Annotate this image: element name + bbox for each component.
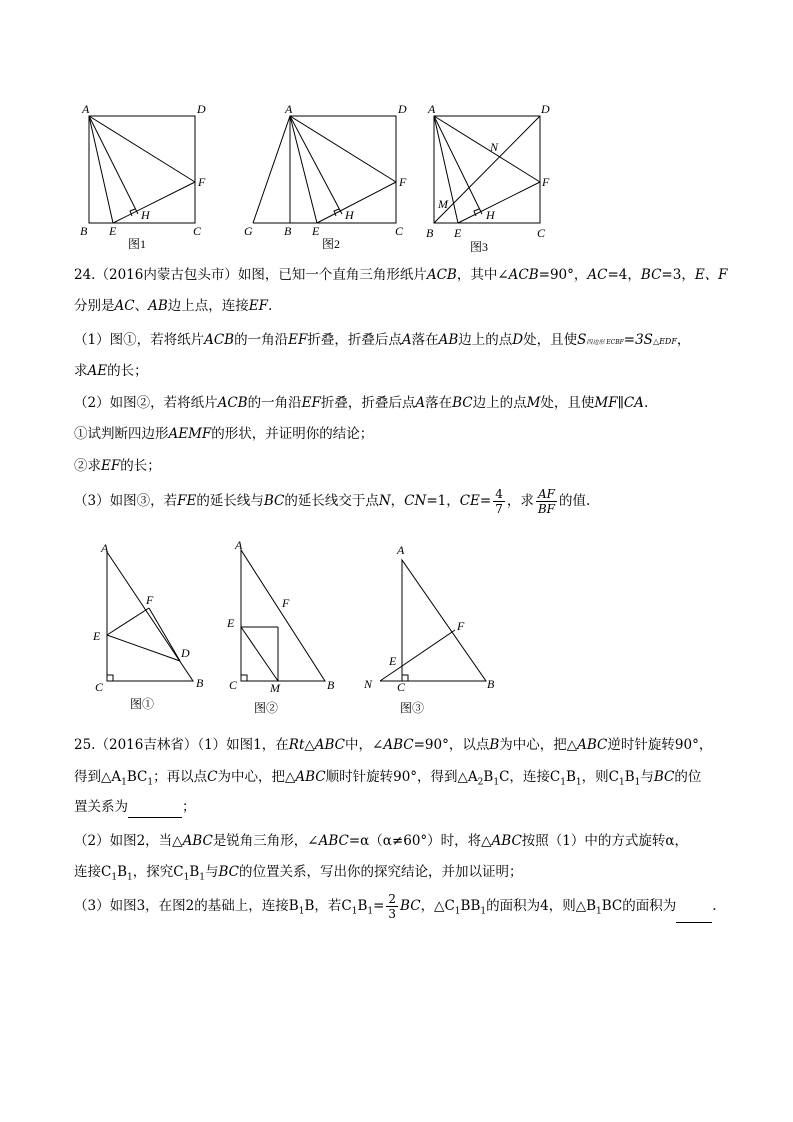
q24-text: EF <box>248 298 268 314</box>
q25-text: ABC <box>577 737 608 753</box>
q25-text: = <box>373 898 385 914</box>
q24-text: EF <box>301 395 321 411</box>
q25-text: 1 <box>560 777 566 788</box>
q25-text: B <box>189 864 200 880</box>
fig2-label-f: F <box>399 175 407 189</box>
fig3-label-d: D <box>541 102 550 116</box>
q25-number: 25. <box>74 737 96 753</box>
q25-text: C <box>341 898 352 914</box>
q25-text: （1）如图1，在 <box>197 737 289 753</box>
q24-text: 如图，已知一个直角三角形纸片 <box>237 267 427 283</box>
fig2-label-g: G <box>244 224 253 238</box>
q25-text: BC <box>400 898 421 914</box>
q25-text: ，探究 <box>132 864 174 880</box>
q24f1-label-a: A <box>101 541 109 555</box>
fig1-label-c: C <box>193 224 202 238</box>
q25-text: ，△ <box>420 898 445 914</box>
q24-text: 处，且使 <box>540 395 595 411</box>
fig1-caption: 图1 <box>128 237 147 251</box>
q24f2-label-m: M <box>270 681 280 695</box>
q25-text: 1 <box>111 872 118 883</box>
q24f3-caption: 图③ <box>400 701 425 715</box>
q25-text: BB <box>460 898 481 914</box>
q24-text: AB <box>438 332 459 348</box>
q24-text: ACB <box>204 332 235 348</box>
q25-text: BC的面积为 <box>601 898 677 914</box>
q25-text: =90°，以点 <box>413 737 490 753</box>
fig3-label-a: A <box>428 102 436 116</box>
q25-source: （2016吉林省） <box>95 737 198 753</box>
q24-text: 的延长线交于点 <box>284 493 379 509</box>
q25-text: BC <box>218 864 239 880</box>
q24-text: . <box>643 395 649 411</box>
figure-3 <box>434 116 540 223</box>
q24-text: ②求 <box>74 458 101 474</box>
q25-text: 1 <box>351 906 358 917</box>
q25-text: 按照（1）中的方式旋转α， <box>521 833 689 849</box>
q25-text: C <box>207 769 218 785</box>
fig1-label-e: E <box>109 224 117 238</box>
q24-text: 的一角沿 <box>247 395 302 411</box>
q25-text: 顺时针旋转90°，得到△A <box>325 769 478 785</box>
q25-text: 置关系为 <box>74 799 128 815</box>
q24-text: 处，且使 <box>523 332 578 348</box>
q24-text: ①试判断四边形 <box>74 426 169 442</box>
q24-text: ， <box>390 493 405 509</box>
q24-text: 、 <box>134 298 149 314</box>
q25-line-1 <box>74 735 712 755</box>
q25-text: 逆时针旋转90°， <box>607 737 713 753</box>
q25-text: 1 <box>199 872 205 883</box>
q24-text: △EDF <box>652 337 677 346</box>
fraction-numerator: 4 <box>495 487 503 501</box>
q24-text: S <box>577 332 587 348</box>
q25-text: 的位 <box>674 769 702 785</box>
q24-figure-1 <box>107 552 193 681</box>
q25-text: 是锐角三角形，∠ <box>212 833 319 849</box>
q24-text: D <box>512 332 524 348</box>
q25-text: ABC <box>182 833 213 849</box>
q25-text: 1 <box>121 777 127 788</box>
q25-text: C，连接 <box>499 769 550 785</box>
ce-fraction <box>493 487 505 516</box>
q24-text: 求 <box>74 363 88 379</box>
q24-text: = <box>479 493 492 509</box>
q24-text: 的长； <box>107 363 148 379</box>
answer-blank-2[interactable] <box>676 890 712 923</box>
q24-text: （2）如图②，若将纸片 <box>74 395 218 411</box>
fraction-denominator: 3 <box>388 907 397 921</box>
q25-text: BC <box>126 769 148 785</box>
q24-text: =3S <box>623 332 653 348</box>
q24-part2-ii <box>74 456 161 476</box>
q24-line-1 <box>74 265 728 285</box>
q24-text: 折叠，折叠后点 <box>320 395 416 411</box>
fig3-label-c: C <box>537 226 546 240</box>
q24f3-label-f: F <box>457 619 465 633</box>
q25-text: 1 <box>596 906 602 917</box>
fraction-numerator: 2 <box>388 892 397 906</box>
q25-text: BC <box>653 769 675 785</box>
q24f2-label-e: E <box>227 616 235 630</box>
q24-text: BC <box>640 267 662 283</box>
q25-text: ABC <box>295 769 326 785</box>
q24-source: （2016内蒙古包头市） <box>95 267 238 283</box>
q24f2-label-a: A <box>235 538 243 552</box>
q24-text: MF∥CA <box>594 395 644 411</box>
q24f1-label-b: B <box>196 676 204 690</box>
q25-text: B，若 <box>304 898 342 914</box>
q24-text: FE <box>177 493 197 509</box>
fig1-label-d: D <box>197 102 206 116</box>
q25-text: 1 <box>183 872 190 883</box>
q24-text: EF <box>288 332 308 348</box>
fig3-caption: 图3 <box>470 240 489 254</box>
q24-text: AE <box>87 363 108 379</box>
q24-text: EF <box>101 458 121 474</box>
fig2-caption: 图2 <box>322 237 341 251</box>
q25-text: C <box>173 864 184 880</box>
q24-text: 落在 <box>411 332 439 348</box>
q24-text: =1， <box>426 493 460 509</box>
q25-text: 1 <box>127 872 133 883</box>
q24-part3 <box>74 485 590 517</box>
q25-text: 1 <box>575 777 582 788</box>
q24f1-caption: 图① <box>130 697 155 711</box>
q24-text: BC <box>263 493 285 509</box>
q25-text: 得到△A <box>74 769 122 785</box>
figure-2 <box>253 116 396 223</box>
q24-text: AC <box>587 267 608 283</box>
q24-text: AEMF <box>168 426 212 442</box>
q25-text: . <box>712 898 717 914</box>
q24-part2-line-1 <box>74 393 648 413</box>
q25-text: B <box>489 737 500 753</box>
q24-text: ACB <box>508 267 539 283</box>
q24f2-label-c: C <box>229 678 238 692</box>
q25-text: ；再以点 <box>153 769 208 785</box>
fig1-label-b: B <box>80 224 88 238</box>
q25-text: 1 <box>367 906 374 917</box>
q24-text: 边上的点 <box>472 395 527 411</box>
q25-text: 中，∠ <box>345 737 384 753</box>
q25-text: 为中心，把△ <box>499 737 578 753</box>
q25-text: B <box>357 898 368 914</box>
fig2-label-a: A <box>285 102 293 116</box>
af-bf-fraction <box>536 487 557 516</box>
q24f3-label-c: C <box>397 680 406 694</box>
q25-text: C <box>608 769 619 785</box>
q25-text: 与 <box>640 769 654 785</box>
q24-text: CE <box>459 493 480 509</box>
q24-text: 折叠，折叠后点 <box>307 332 402 348</box>
q25-line-2 <box>74 767 701 793</box>
q24f1-label-d: D <box>181 646 190 660</box>
q25-text: ； <box>182 799 196 815</box>
q25-text: ABC <box>383 737 414 753</box>
q25-line-3 <box>74 797 196 818</box>
fraction-denominator: 7 <box>495 502 503 516</box>
q25-part3 <box>74 890 717 928</box>
q25-text: 2 <box>477 777 484 788</box>
q25-text: ABC <box>491 833 522 849</box>
q25-text: 1 <box>454 906 461 917</box>
fig2-label-b: B <box>284 224 292 238</box>
q25-text: 1 <box>618 777 625 788</box>
q24-text: ，其中∠ <box>456 267 509 283</box>
q25-text: ABC <box>318 833 349 849</box>
q24-part2-i <box>74 424 373 444</box>
q24-text: =4， <box>607 267 641 283</box>
q24-text: E、F <box>694 267 728 283</box>
q24-text: 的形状，并证明你的结论； <box>211 426 374 442</box>
q24-text: CN <box>404 493 427 509</box>
q24-text: ， <box>676 332 691 348</box>
q25-text: △ABC <box>304 737 346 753</box>
q25-text: 与 <box>204 864 219 880</box>
fig2-label-c: C <box>395 224 404 238</box>
q25-text: 1 <box>493 777 500 788</box>
q24-text: （3）如图③，若 <box>74 493 178 509</box>
fig3-label-h: H <box>486 208 495 222</box>
q25-text: ，则 <box>581 769 609 785</box>
q24-text: 的一角沿 <box>234 332 289 348</box>
q25-text: C <box>549 769 561 785</box>
q24-text: 边上点，连接 <box>167 298 249 314</box>
q25-text: B <box>117 864 127 880</box>
q24-text: 落在 <box>425 395 453 411</box>
q24-text: 的长； <box>120 458 161 474</box>
q24-line-2 <box>74 296 272 316</box>
fig2-label-d: D <box>398 102 407 116</box>
q25-text: （2）如图2，当△ <box>74 833 183 849</box>
q25-text: Rt <box>288 737 305 753</box>
q24-text: . <box>268 298 273 314</box>
q25-text: B <box>483 769 494 785</box>
fig3-label-f: F <box>542 175 550 189</box>
q25-text: 1 <box>634 777 641 788</box>
q24-text: 的值. <box>559 493 591 509</box>
fig3-label-m: M <box>438 197 448 211</box>
q25-text: B <box>565 769 576 785</box>
q25-part2-line-1 <box>74 831 688 851</box>
q24-figure-2 <box>241 550 325 681</box>
fig1-label-h: H <box>141 208 150 222</box>
q24-text: ，求 <box>506 493 534 509</box>
q24-text: A <box>415 395 426 411</box>
q25-text: （3）如图3，在图2的基础上，连接 <box>74 898 289 914</box>
q24-text: N <box>378 493 391 509</box>
q24-text: AB <box>148 298 168 314</box>
q25-text: 1 <box>147 777 154 788</box>
q25-text: C <box>444 898 455 914</box>
top-figures <box>0 0 793 260</box>
q25-part2-line-2 <box>74 862 522 888</box>
fraction-numerator: AF <box>536 487 557 502</box>
q24-text: A <box>401 332 412 348</box>
q25-text: =α（α≠60°）时，将△ <box>348 833 492 849</box>
q24f3-label-a: A <box>397 543 405 557</box>
q25-text: C <box>101 864 112 880</box>
q24f3-label-b: B <box>487 677 495 691</box>
fraction-denominator: BF <box>537 502 556 516</box>
q24-text: =90°， <box>538 267 588 283</box>
q24-text: 分别是 <box>74 298 115 314</box>
two-thirds-fraction <box>386 892 398 921</box>
q25-text: 为中心，把△ <box>217 769 296 785</box>
fig3-label-n: N <box>490 140 499 154</box>
q24-text: 四边形 ECBF <box>586 339 624 346</box>
q24f1-label-f: F <box>146 593 154 607</box>
q25-text: 的位置关系，写出你的探究结论，并加以证明； <box>238 864 523 880</box>
q24-number: 24. <box>74 267 96 283</box>
fig3-label-b: B <box>426 226 434 240</box>
q24-text: 的延长线与 <box>196 493 264 509</box>
q25-text: 的面积为4，则△B <box>486 898 597 914</box>
q24-figures <box>0 530 793 720</box>
q24-text: ACB <box>426 267 457 283</box>
q24f3-label-n: N <box>364 677 373 691</box>
q24-text: （1）图①，若将纸片 <box>74 332 205 348</box>
q24f1-label-e: E <box>93 629 101 643</box>
fig1-label-a: A <box>82 102 90 116</box>
answer-blank-1[interactable] <box>128 797 182 818</box>
fig1-label-f: F <box>198 175 206 189</box>
q24f2-label-b: B <box>327 678 335 692</box>
q25-text: 1 <box>298 906 305 917</box>
q24-text: 边上的点 <box>458 332 513 348</box>
fig2-label-h: H <box>345 208 354 222</box>
q25-text: B <box>288 898 299 914</box>
q24-text: =3， <box>661 267 695 283</box>
q24-part1-line-2 <box>74 361 148 381</box>
fig3-label-e: E <box>454 226 462 240</box>
q25-text: B <box>624 769 635 785</box>
q24f3-label-e: E <box>389 654 397 668</box>
q24-text: BC <box>452 395 473 411</box>
q24-text: AC <box>114 298 135 314</box>
q25-text: 连接 <box>74 864 101 880</box>
q24f1-label-c: C <box>95 680 104 694</box>
q24-part1-line-1 <box>74 330 690 353</box>
q24-text: ACB <box>217 395 248 411</box>
q25-text: 1 <box>480 906 487 917</box>
q24f2-caption: 图② <box>254 701 279 715</box>
q24f2-label-f: F <box>282 596 290 610</box>
figure-1 <box>89 116 195 223</box>
q24-text: M <box>526 395 541 411</box>
fig2-label-e: E <box>312 224 320 238</box>
